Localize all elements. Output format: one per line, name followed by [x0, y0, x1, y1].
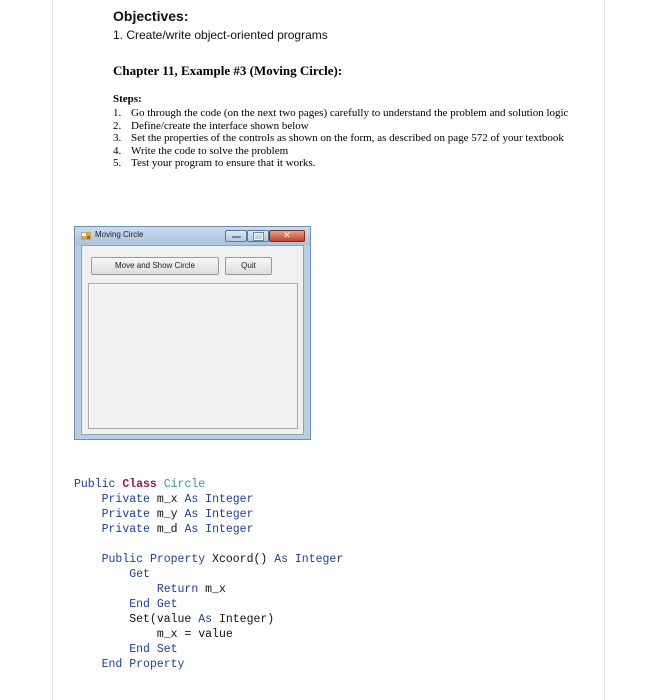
form-window-screenshot: [74, 226, 311, 440]
form-client-area: [81, 245, 304, 435]
minimize-icon: [232, 236, 241, 238]
app-icon: [81, 231, 91, 240]
step-item: 1. Go through the code (on the next two pages) carefully to understand the problem and solution logic: [113, 107, 569, 119]
close-button[interactable]: [269, 230, 305, 242]
window-titlebar: [75, 227, 310, 245]
move-and-show-circle-button[interactable]: Move and Show Circle: [91, 257, 219, 275]
maximize-icon: [254, 233, 263, 240]
steps-label: Steps:: [113, 93, 142, 105]
step-item: 4. Write the code to solve the problem: [113, 144, 289, 157]
minimize-button[interactable]: [225, 230, 247, 242]
window-title: Moving Circle: [95, 230, 144, 239]
objective-item: 1. Create/write object-oriented programs: [113, 28, 328, 42]
objectives-heading: Objectives:: [113, 8, 189, 24]
step-item: 3. Set the properties of the controls as shown on the form, as described on page 572 of your textbook: [113, 132, 564, 144]
step-item: 2. Define/create the interface shown below: [113, 119, 309, 132]
maximize-button[interactable]: [247, 230, 269, 242]
chapter-heading: Chapter 11, Example #3 (Moving Circle):: [113, 63, 343, 78]
page-edge-left: [52, 0, 53, 700]
page-edge-right: [604, 0, 605, 700]
steps-list: [113, 107, 593, 170]
drawing-panel: [88, 283, 298, 429]
quit-button[interactable]: Quit: [225, 257, 272, 275]
close-icon: ✕: [283, 231, 291, 241]
code-listing: Public Class Circle Private m_x As Integer Private m_y As Integer Private m_d As Integer Public Property Xcoord() As Integer Get Return m_x End Get Set(value As Integer) m_x = value End Set End Property: [74, 478, 344, 671]
step-item: 5. Test your program to ensure that it works.: [113, 157, 316, 169]
